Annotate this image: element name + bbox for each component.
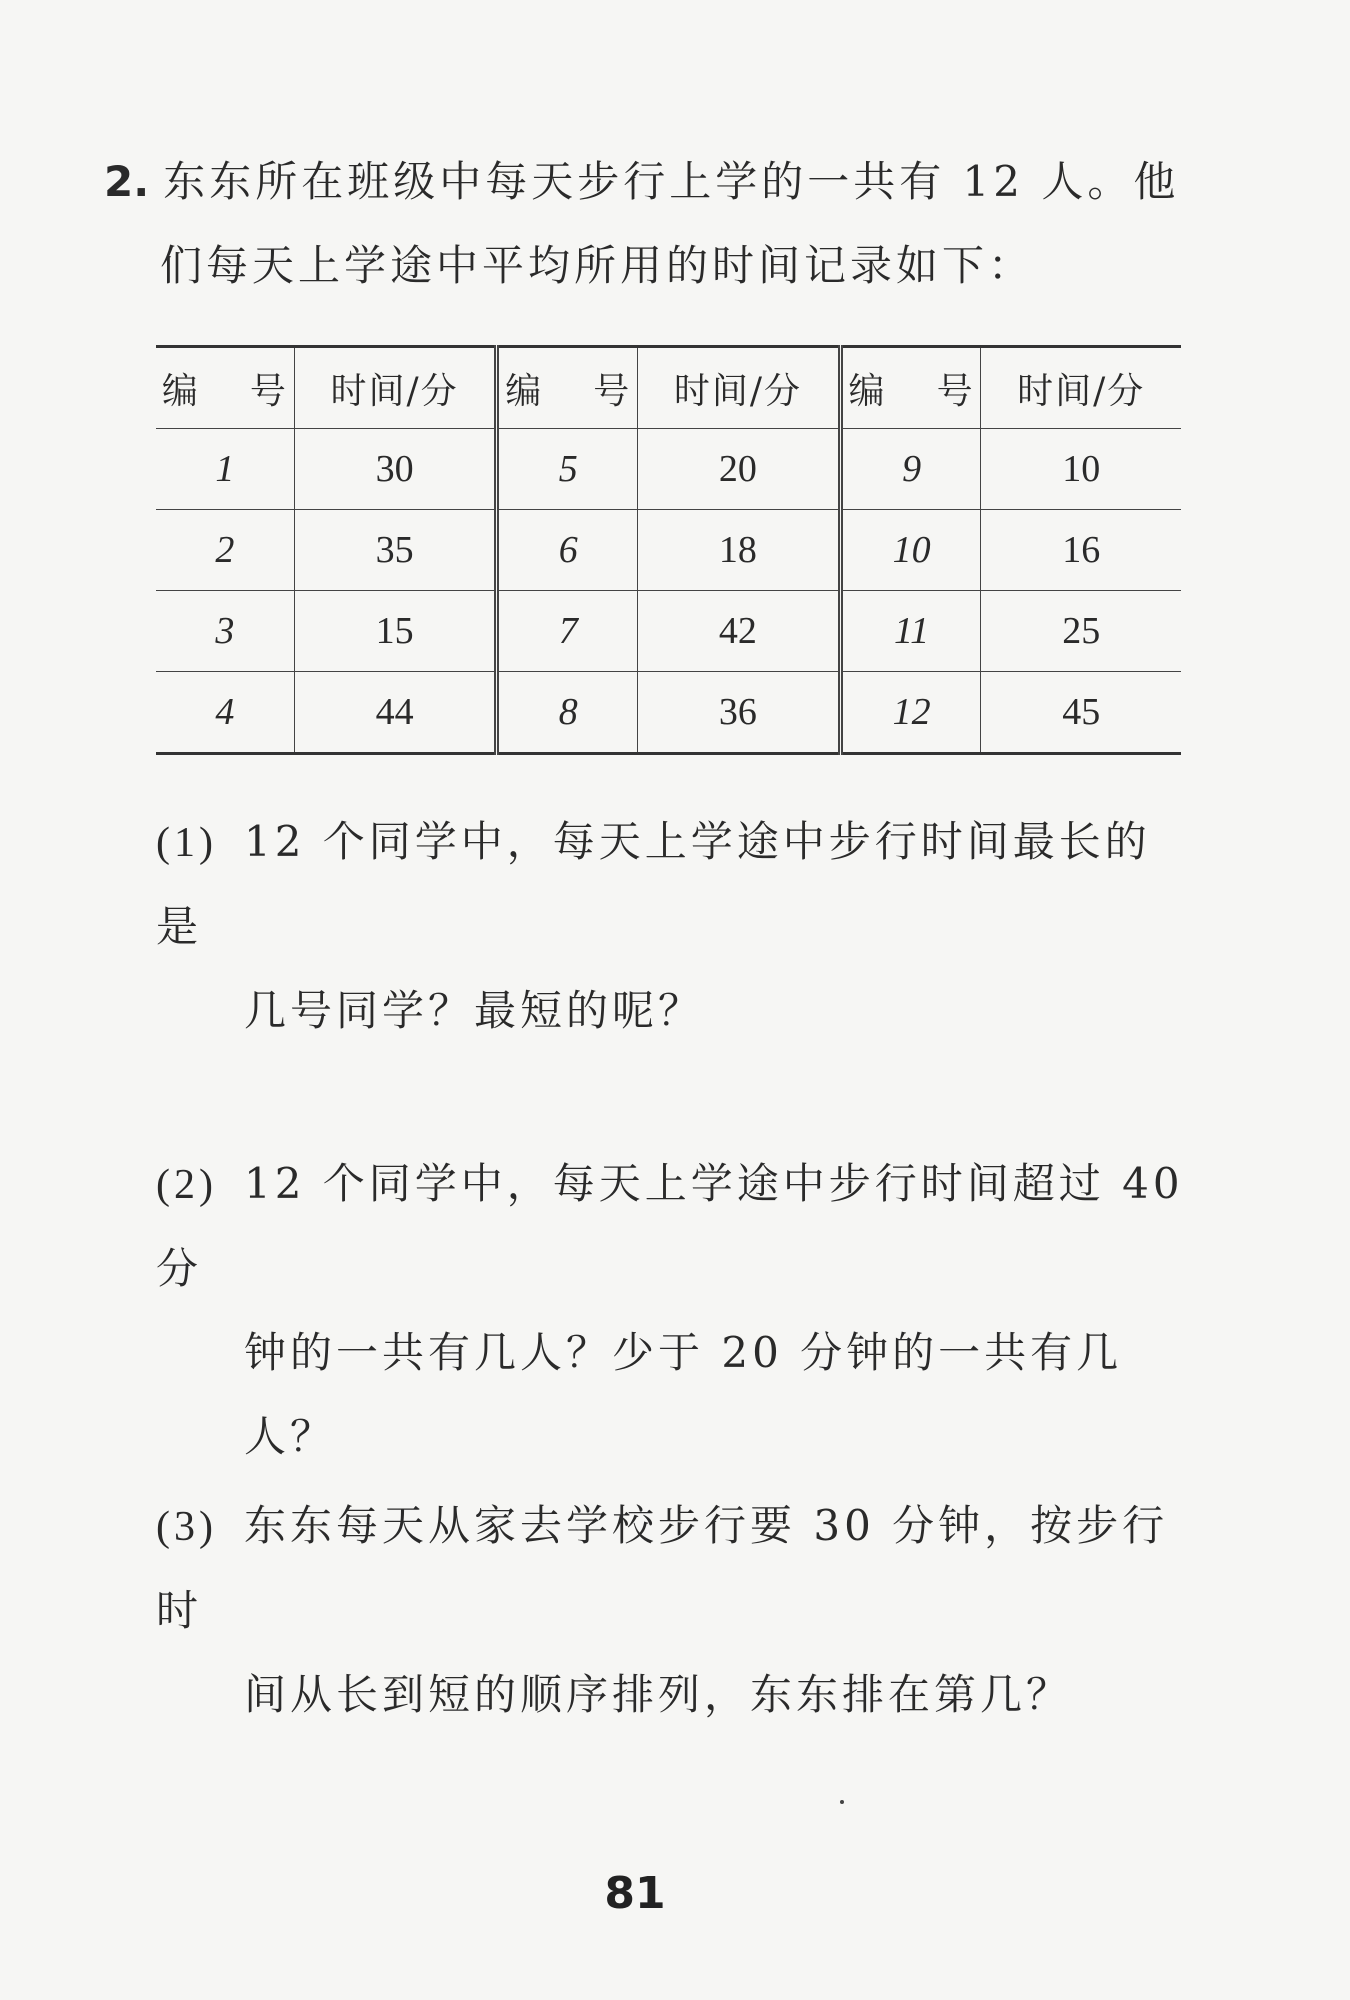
header-id: 编 号: [156, 347, 294, 429]
student-id-cell: 1: [156, 429, 294, 510]
table-row: [156, 429, 1181, 510]
header-time: 时间/分: [638, 347, 841, 429]
question-2: [156, 1142, 1186, 1479]
question-label: (2): [156, 1162, 217, 1208]
question-line-1: 12 个同学中，每天上学途中步行时间超过 40 分: [156, 1159, 1184, 1293]
header-time: 时间/分: [294, 347, 497, 429]
student-id-cell: 7: [497, 591, 638, 672]
student-id-cell: 4: [156, 672, 294, 754]
time-cell: 18: [638, 510, 841, 591]
header-id: 编 号: [840, 347, 981, 429]
question-line-1: 东东每天从家去学校步行要 30 分钟，按步行时: [156, 1501, 1169, 1635]
student-id-cell: 9: [840, 429, 981, 510]
question-line-2: 钟的一共有几人？少于 20 分钟的一共有几人？: [244, 1328, 1123, 1461]
time-cell: 44: [294, 672, 497, 754]
page-number: 81: [604, 1868, 666, 1919]
question-line-2: 间从长到短的顺序排列，东东排在第几？: [244, 1670, 1073, 1719]
time-cell: 20: [638, 429, 841, 510]
stray-dot: [840, 1800, 844, 1804]
question-line-1: 12 个同学中，每天上学途中步行时间最长的是: [156, 817, 1151, 951]
student-id-cell: 3: [156, 591, 294, 672]
time-cell: 15: [294, 591, 497, 672]
table-header-row: [156, 347, 1181, 429]
question-label: (1): [156, 820, 217, 866]
time-cell: 35: [294, 510, 497, 591]
time-cell: 10: [981, 429, 1181, 510]
header-time: 时间/分: [981, 347, 1181, 429]
time-cell: 36: [638, 672, 841, 754]
problem-line-2: 们每天上学途中平均所用的时间记录如下：: [160, 241, 1035, 290]
time-cell: 45: [981, 672, 1181, 754]
student-id-cell: 6: [497, 510, 638, 591]
time-cell: 30: [294, 429, 497, 510]
time-record-table: [156, 345, 1181, 755]
question-line-2: 几号同学？最短的呢？: [244, 986, 705, 1035]
student-id-cell: 12: [840, 672, 981, 754]
student-id-cell: 5: [497, 429, 638, 510]
time-cell: 42: [638, 591, 841, 672]
problem-statement: [104, 140, 1189, 308]
problem-line-1: 东东所在班级中每天步行上学的一共有 12 人。他: [163, 157, 1180, 206]
student-id-cell: 10: [840, 510, 981, 591]
table-row: [156, 510, 1181, 591]
time-cell: 25: [981, 591, 1181, 672]
header-id: 编 号: [497, 347, 638, 429]
table-row: [156, 672, 1181, 754]
question-3: [156, 1484, 1186, 1737]
problem-number: 2.: [104, 157, 150, 206]
student-id-cell: 2: [156, 510, 294, 591]
student-id-cell: 8: [497, 672, 638, 754]
table-row: [156, 591, 1181, 672]
question-label: (3): [156, 1504, 217, 1550]
question-1: [156, 800, 1186, 1053]
time-cell: 16: [981, 510, 1181, 591]
student-id-cell: 11: [840, 591, 981, 672]
